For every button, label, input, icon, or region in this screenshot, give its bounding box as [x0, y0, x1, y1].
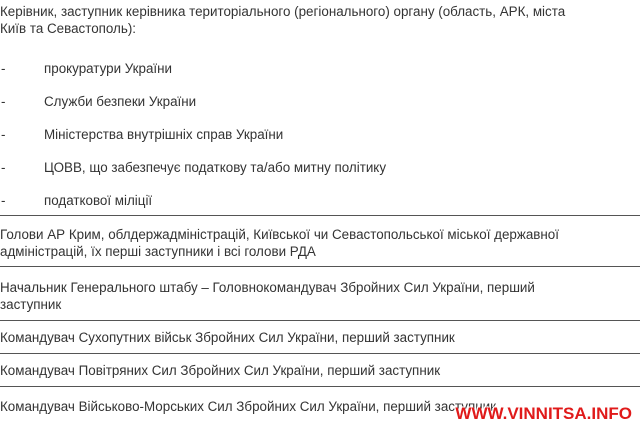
list-item: податкової міліції [44, 193, 153, 208]
list-dash: - [1, 61, 6, 76]
table-row [0, 321, 640, 354]
row-text-line: Голови АР Крим, облдержадміністрацій, Київської чи Севастопольської міської державної [0, 227, 559, 242]
list-item: прокуратури України [44, 61, 173, 76]
list-item: Служби безпеки України [44, 94, 197, 109]
list-item: ЦОВВ, що забезпечує податкову та/або митну політику [44, 160, 387, 175]
site-watermark: WWW.VINNITSA.INFO [455, 404, 632, 423]
list-dash: - [1, 193, 6, 208]
row-text-line: Командувач Повітряних Сил Збройних Сил України, перший заступник [0, 363, 441, 378]
row-text-line: Командувач Сухопутних військ Збройних Сил України, перший заступник [0, 330, 455, 345]
table-row [0, 216, 640, 267]
row-text-line: Київ та Севастополь): [0, 21, 137, 36]
row-text-line: заступник [0, 297, 62, 312]
list-item: Міністерства внутрішніх справ України [44, 127, 284, 142]
row-text-line: Керівник, заступник керівника територіального (регіонального) органу (область, АРК, міста [0, 4, 566, 19]
row-text-line: Командувач Військово-Морських Сил Збройних Сил України, перший заступник [0, 399, 496, 414]
row-text-line: адміністрацій, їх перші заступники і всі голови РДА [0, 244, 316, 259]
list-dash: - [1, 160, 6, 175]
table-row [0, 354, 640, 387]
row-text-line: Начальник Генерального штабу – Головнокомандувач Збройних Сил України, перший [0, 280, 535, 295]
list-dash: - [1, 127, 6, 142]
list-dash: - [1, 94, 6, 109]
table-row [0, 267, 640, 321]
